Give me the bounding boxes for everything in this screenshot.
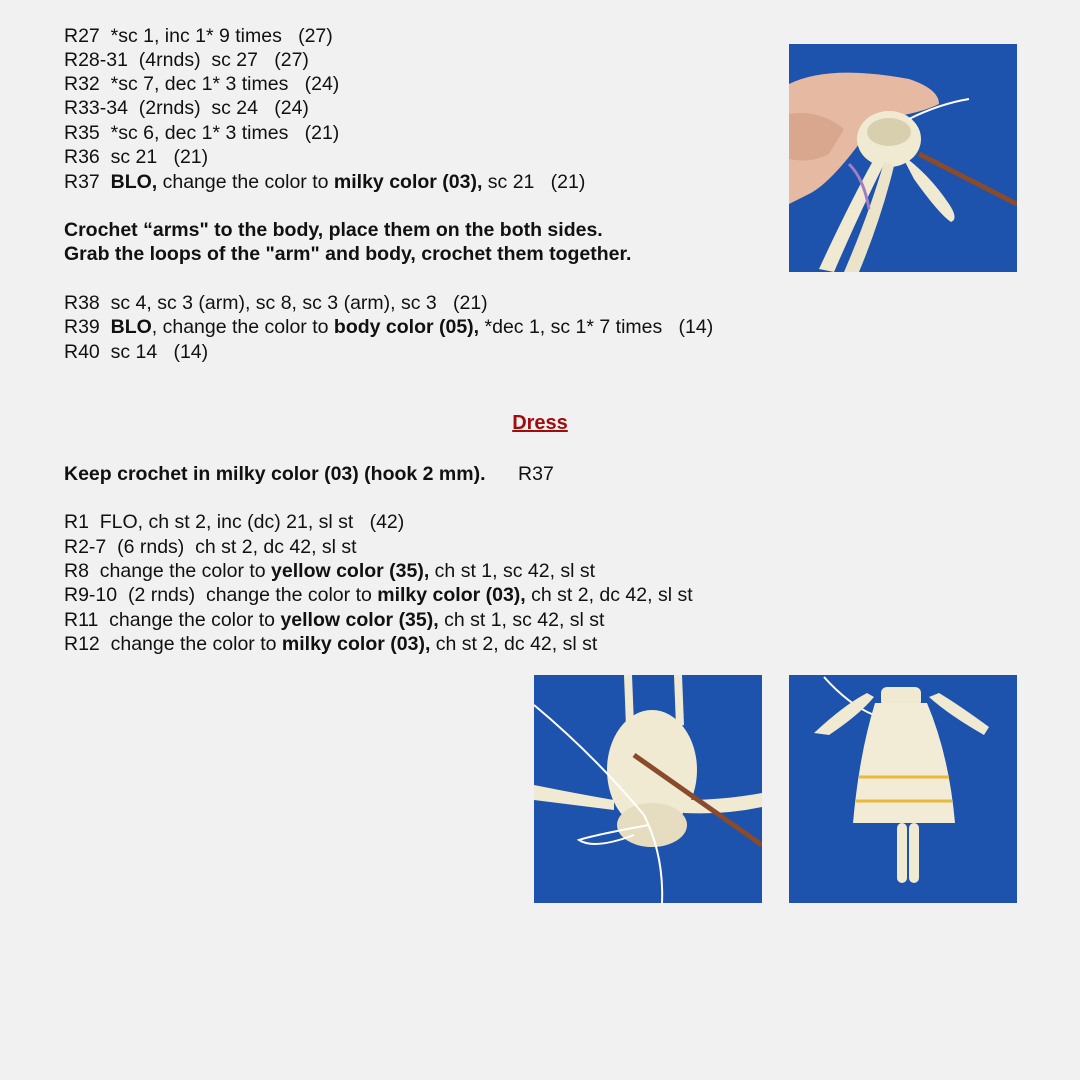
row-r36: R36 sc 21 (21) bbox=[64, 146, 209, 168]
row-r28-31: R28-31 (4rnds) sc 27 (27) bbox=[64, 49, 309, 71]
photo-dress-finished bbox=[789, 675, 1017, 903]
photo-body-crochet-illustration bbox=[789, 44, 1017, 272]
row-r27: R27 *sc 1, inc 1* 9 times (27) bbox=[64, 25, 333, 47]
dress-row-r8: R8 change the color to yellow color (35), ch st 1, sc 42, sl st bbox=[64, 560, 596, 582]
row-r33-34: R33-34 (2rnds) sc 24 (24) bbox=[64, 97, 309, 119]
dress-row-r11: R11 change the color to yellow color (35), ch st 1, sc 42, sl st bbox=[64, 609, 605, 631]
dress-row-r12: R12 change the color to milky color (03), ch st 2, dc 42, sl st bbox=[64, 633, 598, 655]
photo-body-crochet bbox=[789, 44, 1017, 272]
arms-note-line-2: Grab the loops of the "arm" and body, crochet them together. bbox=[64, 243, 632, 265]
row-r38: R38 sc 4, sc 3 (arm), sc 8, sc 3 (arm), sc 3 (21) bbox=[64, 292, 488, 314]
photo-dress-start bbox=[534, 675, 762, 903]
row-r40: R40 sc 14 (14) bbox=[64, 341, 209, 363]
row-r39: R39 BLO, change the color to body color (05), *dec 1, sc 1* 7 times (14) bbox=[64, 316, 714, 338]
dress-row-r9-10: R9-10 (2 rnds) change the color to milky color (03), ch st 2, dc 42, sl st bbox=[64, 584, 693, 606]
row-r37: R37 BLO, change the color to milky color (03), sc 21 (21) bbox=[64, 171, 586, 193]
row-r32: R32 *sc 7, dec 1* 3 times (24) bbox=[64, 73, 340, 95]
photo-dress-start-illustration bbox=[534, 675, 762, 903]
dress-row-r1: R1 FLO, ch st 2, inc (dc) 21, sl st (42) bbox=[64, 511, 405, 533]
row-r35: R35 *sc 6, dec 1* 3 times (21) bbox=[64, 122, 340, 144]
dress-heading: Dress bbox=[512, 412, 568, 434]
dress-intro: Keep crochet in milky color (03) (hook 2 mm). R37 bbox=[64, 463, 554, 485]
photo-dress-finished-illustration bbox=[789, 675, 1017, 903]
arms-note-line-1: Crochet “arms" to the body, place them on the both sides. bbox=[64, 219, 603, 241]
dress-row-r2-7: R2-7 (6 rnds) ch st 2, dc 42, sl st bbox=[64, 536, 357, 558]
